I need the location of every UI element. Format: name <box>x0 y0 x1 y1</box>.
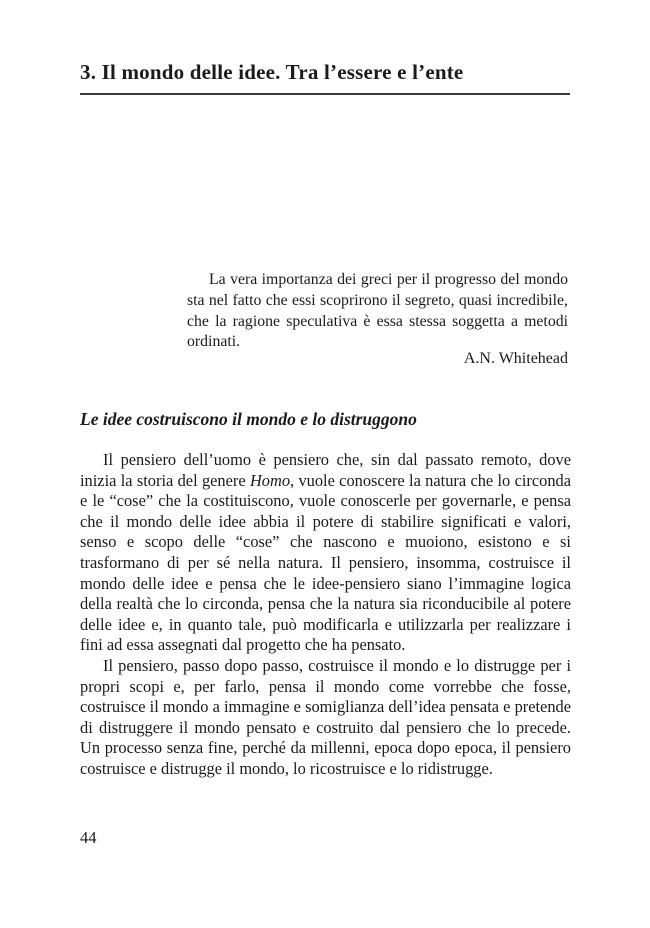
epigraph <box>187 270 568 353</box>
page-number: 44 <box>80 828 97 847</box>
text-segment: Il pensiero, passo dopo passo, costruisce il mondo e lo distrugge per i propri scopi e, per farlo, pensa il mondo come vorrebbe che fosse, costruisce il mondo a immagine e somiglianza dell’idea pensata e pretende di distruggere il mondo pensato e costruito dal pensiero che lo precede. Un processo senza fine, perché da millenni, epoca dopo epoca, il pensiero costruisce e distrugge il mondo, lo ricostruisce e lo ridistrugge. <box>80 655 571 778</box>
italic-term: Homo <box>249 470 291 490</box>
epigraph-attribution: A.N. Whitehead <box>463 350 568 367</box>
body-text <box>80 450 571 780</box>
section-heading: Le idee costruiscono il mondo e lo distruggono <box>80 409 417 429</box>
epigraph-quote: La vera importanza dei greci per il progresso del mondo sta nel fatto che essi scoprirono il segreto, quasi incredibile, che la ragione speculativa è essa stessa soggetta a metodi ordinati. <box>187 271 568 351</box>
chapter-header <box>80 58 570 95</box>
chapter-title: 3. Il mondo delle idee. Tra l’essere e l’ente <box>80 60 464 84</box>
paragraph-2 <box>80 656 571 780</box>
text-segment: Il pensiero dell’uomo è pensiero che, sin dal passato remoto, dove inizia la storia del genere <box>80 450 571 490</box>
text-segment: , vuole conoscere la natura che lo circonda e le “cose” che la costituiscono, vuole conoscerle per governarle, e pensa che il mondo delle idee abbia il potere di stabilire significati e valori, senso e scopo delle “cose” che nascono e muoiono, esistono e si trasformano di per sé nella natura. Il pensiero, insomma, costruisce il mondo delle idee e pensa che le idee-pensiero siano l’immagine logica della realtà che lo circonda, pensa che la natura sia riconducibile al potere delle idee e, in quanto tale, può modificarla e utilizzarla per realizzare i fini ad essa assegnati dal progetto che ha pensato. <box>80 470 571 655</box>
paragraph-1 <box>80 450 571 656</box>
